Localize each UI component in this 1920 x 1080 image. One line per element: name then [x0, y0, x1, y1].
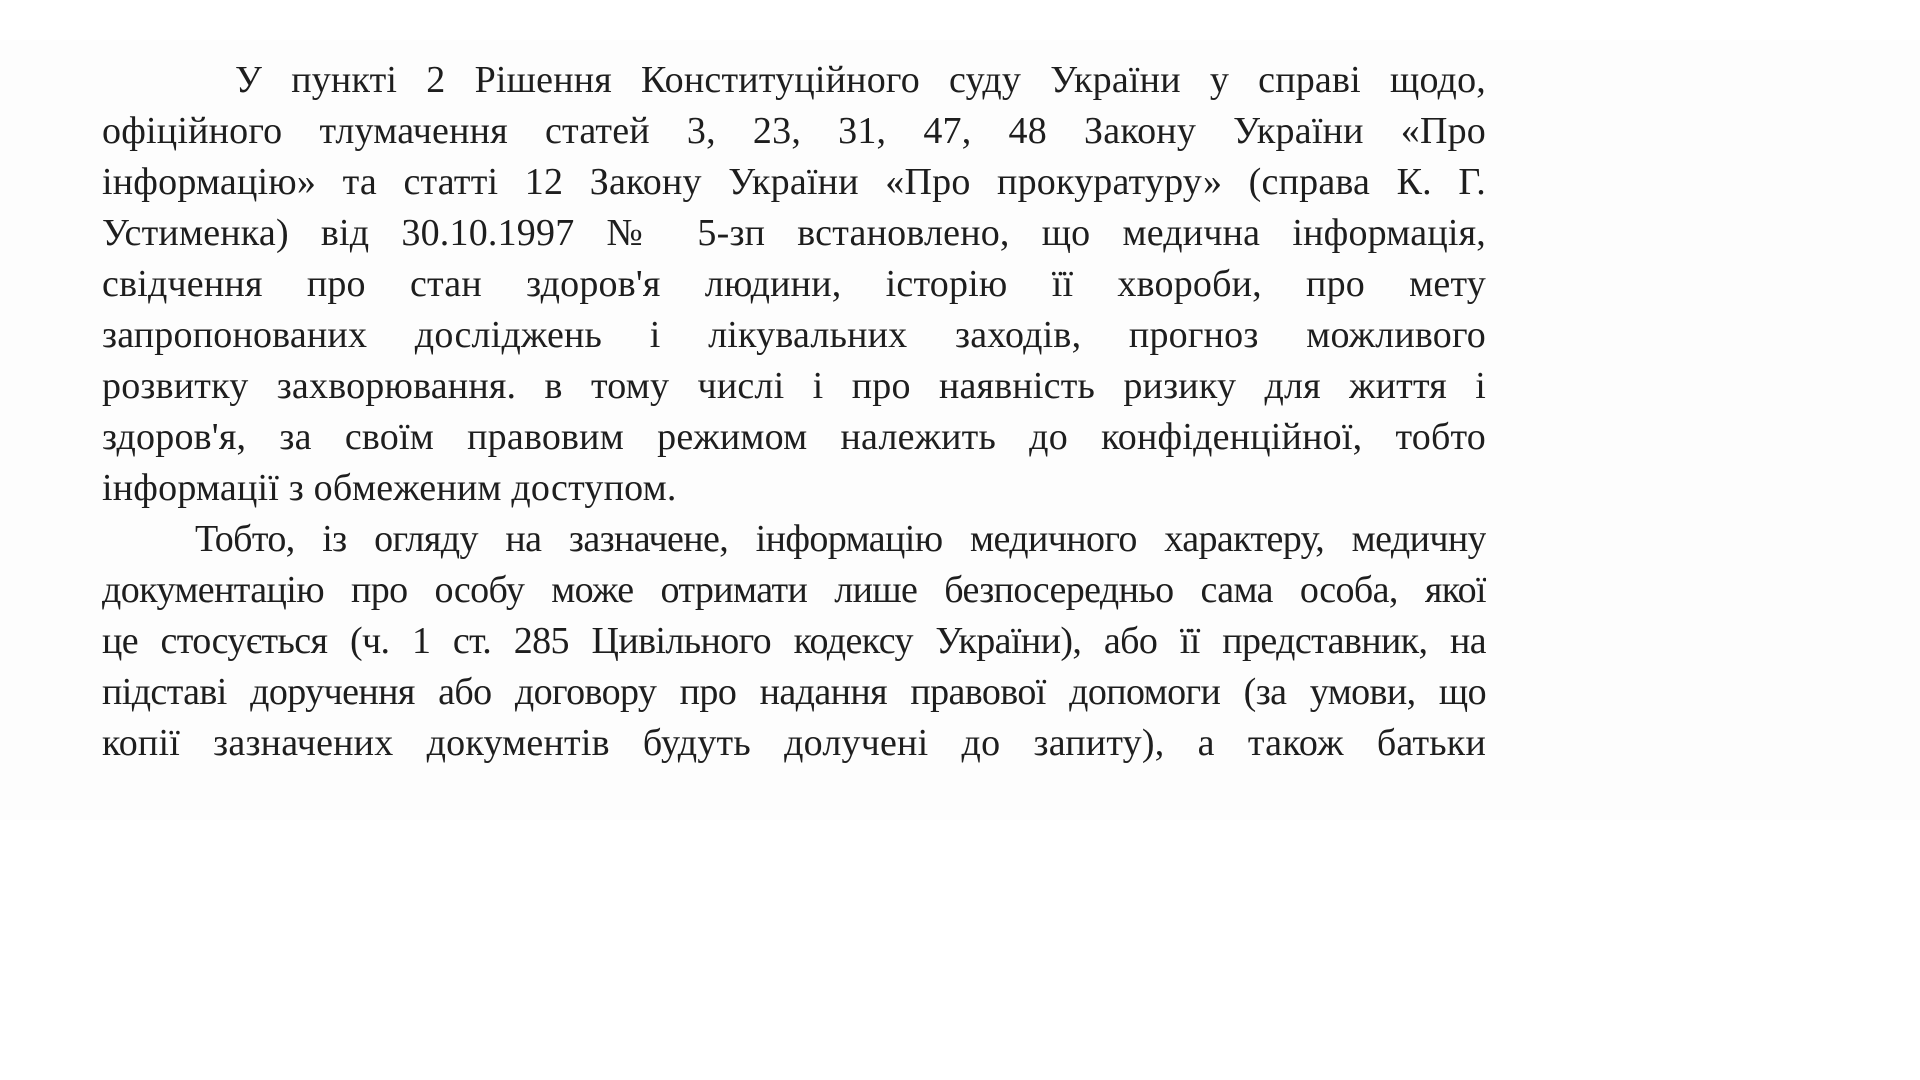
text-line: розвитку захворювання. в тому числі і про наявність ризику для життя і [102, 365, 1486, 407]
text-line: копії зазначених документів будуть долучені до запиту), а також батьки [102, 722, 1486, 764]
text-line: Тобто, із огляду на зазначене, інформацію медичного характеру, медичну [195, 518, 1486, 560]
text-line: документацію про особу може отримати лише безпосередньо сама особа, якої [102, 569, 1486, 611]
text-line: інформації з обмеженим доступом. [102, 467, 677, 509]
text-line: запропонованих досліджень і лікувальних заходів, прогноз можливого [102, 314, 1486, 356]
text-line: підставі доручення або договору про надання правової допомоги (за умови, що [102, 671, 1486, 713]
text-line: У пункті 2 Рішення Конституційного суду України у справі щодо, [235, 59, 1486, 101]
text-line: офіційного тлумачення статей 3, 23, 31, 47, 48 Закону України «Про [102, 110, 1486, 152]
paragraph-constitutional-court [102, 55, 1486, 514]
text-line: здоров'я, за своїм правовим режимом належить до конфіденційної, тобто [102, 416, 1486, 458]
paragraph-medical-documentation [102, 514, 1486, 769]
text-line: це стосується (ч. 1 ст. 285 Цивільного кодексу України), або її представник, на [102, 620, 1486, 662]
text-line: Устименка) від 30.10.1997 № 5-зп встановлено, що медична інформація, [102, 212, 1486, 254]
text-line: свідчення про стан здоров'я людини, історію її хвороби, про мету [102, 263, 1486, 305]
document-body [102, 55, 1486, 769]
text-line: інформацію» та статті 12 Закону України «Про прокуратуру» (справа К. Г. [102, 161, 1486, 203]
